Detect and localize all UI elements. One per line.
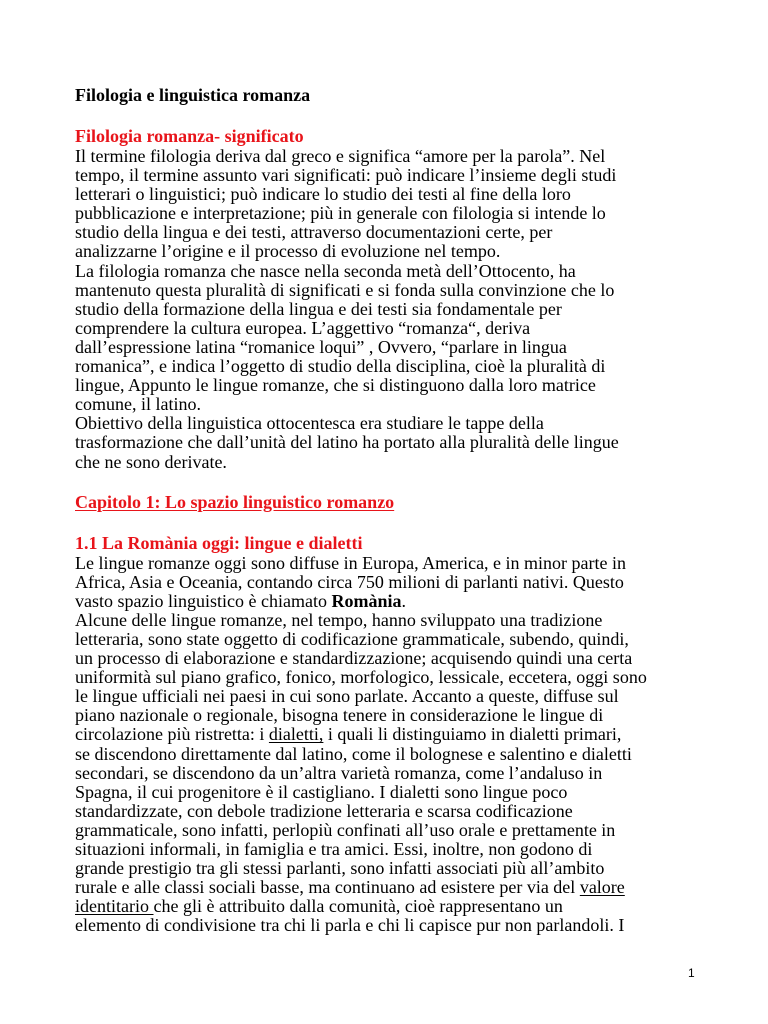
paragraph-line [75,592,695,611]
paragraph-line: secondari, se discendono da un’altra varietà romanza, come l’andaluso in [75,762,603,783]
term-valore: valore [579,877,625,898]
text-run: che gli è attribuito dalla comunità, cioè rappresentano un [153,896,563,917]
section-romania-text [75,554,695,936]
section-heading-significato: Filologia romanza- significato [75,126,304,146]
paragraph-line: romanica”, e indica l’oggetto di studio della disciplina, cioè la pluralità di [75,356,606,377]
paragraph-line: studio della formazione della lingua e dei testi sia fondamentale per [75,298,562,319]
paragraph-line: trasformazione che dall’unità del latino ha portato alla pluralità delle lingue [75,432,619,453]
paragraph-line: comune, il latino. [75,394,201,415]
document-title: Filologia e linguistica romanza [75,85,311,105]
document-body [75,84,695,935]
paragraph-line: Le lingue romanze oggi sono diffuse in Europa, America, e in minor parte in [75,552,627,573]
paragraph-line: uniformità sul piano grafico, fonico, morfologico, lessicale, eccetera, oggi sono [75,667,647,688]
paragraph-line: che ne sono derivate. [75,451,227,472]
paragraph-line: Spagna, il cui progenitore è il castigliano. I dialetti sono lingue poco [75,781,568,802]
paragraph-line: lingue, Appunto le lingue romanze, che si distinguono dalla loro matrice [75,375,596,396]
paragraph-line: le lingue ufficiali nei paesi in cui sono parlate. Accanto a queste, diffuse sul [75,686,619,707]
paragraph-line: analizzarne l’origine e il processo di evoluzione nel tempo. [75,241,501,262]
paragraph-line: dall’espressione latina “romanice loqui” , Ovvero, “parlare in lingua [75,336,567,357]
paragraph-line: se discendono direttamente dal latino, come il bolognese e salentino e dialetti [75,743,632,764]
paragraph-line [75,897,695,916]
term-identitario: identitario [75,896,154,917]
paragraph-line: un processo di elaborazione e standardizzazione; acquisendo quindi una certa [75,648,633,669]
chapter-heading: Capitolo 1: Lo spazio linguistico romanzo [75,491,395,512]
paragraph-line: Il termine filologia deriva dal greco e significa “amore per la parola”. Nel [75,146,606,166]
paragraph-line: Africa, Asia e Oceania, contando circa 750 milioni di parlanti nativi. Questo [75,571,624,592]
paragraph-line: Alcune delle lingue romanze, nel tempo, hanno sviluppato una tradizione [75,609,603,630]
paragraph-line: tempo, il termine assunto vari significati: può indicare l’insieme degli studi [75,165,617,186]
paragraph-line: comprendere la cultura europea. L’aggettivo “romanza“, deriva [75,317,531,338]
paragraph-line: pubblicazione e interpretazione; più in generale con filologia si intende lo [75,203,606,224]
section-heading-romania: 1.1 La Romània oggi: lingue e dialetti [75,532,363,553]
section-significato-text [75,147,695,472]
paragraph-line: letterari o linguistici; può indicare lo studio dei testi al fine della loro [75,184,571,205]
paragraph-line: letteraria, sono state oggetto di codificazione grammaticale, subendo, quindi, [75,628,629,649]
paragraph-line [75,878,695,897]
paragraph-line: studio della lingua e dei testi, attraverso documentazioni certe, per [75,222,553,243]
paragraph-line: elemento di condivisione tra chi li parla e chi li capisce pur non parlandoli. I [75,915,625,936]
paragraph-line: grammaticale, sono infatti, perlopiù confinati all’uso orale e prettamente in [75,819,616,840]
paragraph-line: Obiettivo della linguistica ottocentesca era studiare le tappe della [75,413,544,434]
text-run: circolazione più ristretta: i [75,724,269,745]
term-romania: Romània [331,590,402,611]
paragraph-line: grande prestigio tra gli stessi parlanti, sono infatti associati più all’ambito [75,858,605,879]
paragraph-line: La filologia romanza che nasce nella seconda metà dell’Ottocento, ha [75,260,576,281]
paragraph-lines [75,611,695,726]
text-run: i quali li distinguiamo in dialetti primari, [323,724,622,745]
page-number: 1 [688,966,695,980]
paragraph-line: mantenuto questa pluralità di significati e si fonda sulla convinzione che lo [75,279,615,300]
text-run: rurale e alle classi sociali basse, ma continuano ad esistere per via del [75,877,580,898]
paragraph-lines [75,745,695,879]
paragraph-line [75,725,695,744]
paragraph-line: standardizzate, con debole tradizione letteraria e scarsa codificazione [75,800,573,821]
text-run: vasto spazio linguistico è chiamato [75,590,332,611]
paragraph-line: piano nazionale o regionale, bisogna tenere in considerazione le lingue di [75,705,604,726]
term-dialetti: dialetti, [268,724,324,745]
text-run: . [401,590,406,611]
paragraph-line: situazioni informali, in famiglia e tra amici. Essi, inoltre, non godono di [75,839,593,859]
